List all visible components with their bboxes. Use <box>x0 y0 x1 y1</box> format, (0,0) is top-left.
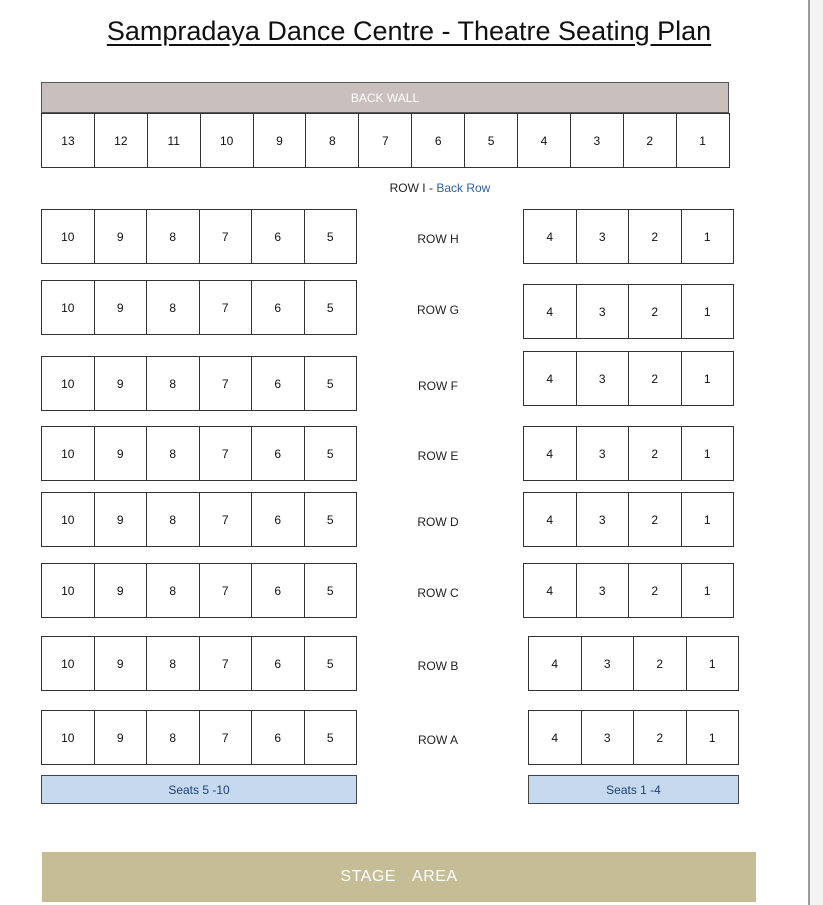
row-left-seats <box>41 710 357 765</box>
row-label: ROW H <box>417 232 459 246</box>
seat[interactable]: 5 <box>305 493 358 547</box>
seat[interactable]: 3 <box>577 493 630 547</box>
seat[interactable]: 7 <box>200 564 253 618</box>
seat[interactable]: 4 <box>524 564 577 618</box>
row-left-seats <box>41 492 357 547</box>
seat[interactable]: 9 <box>95 357 148 411</box>
row-label: ROW C <box>417 586 459 600</box>
seat[interactable]: 1 <box>682 210 735 264</box>
row-label: ROW D <box>417 515 459 529</box>
seat[interactable]: 10 <box>42 711 95 765</box>
seat[interactable]: 1 <box>687 637 740 691</box>
seat[interactable]: 3 <box>577 427 630 481</box>
seat[interactable]: 3 <box>577 285 630 339</box>
seat[interactable]: 4 <box>524 427 577 481</box>
seat[interactable]: 9 <box>95 427 148 481</box>
seat[interactable]: 8 <box>147 637 200 691</box>
seat[interactable]: 8 <box>147 711 200 765</box>
seat[interactable]: 10 <box>201 114 254 168</box>
seat[interactable]: 13 <box>42 114 95 168</box>
seat[interactable]: 8 <box>147 281 200 335</box>
seat[interactable]: 2 <box>629 493 682 547</box>
seat[interactable]: 11 <box>148 114 201 168</box>
seat[interactable]: 4 <box>529 711 582 765</box>
seat[interactable]: 7 <box>200 637 253 691</box>
seat[interactable]: 7 <box>359 114 412 168</box>
seat[interactable]: 4 <box>524 493 577 547</box>
row-left-seats <box>41 636 357 691</box>
seat[interactable]: 6 <box>252 711 305 765</box>
row-right-seats <box>523 563 734 618</box>
row-i-label <box>330 181 550 195</box>
seat[interactable]: 8 <box>147 493 200 547</box>
seat[interactable]: 6 <box>252 210 305 264</box>
row-i-seats <box>41 113 730 168</box>
seat[interactable]: 10 <box>42 564 95 618</box>
page-title: Sampradaya Dance Centre - Theatre Seating Plan <box>106 16 712 46</box>
row-left-seats <box>41 426 357 481</box>
seat[interactable]: 1 <box>687 711 740 765</box>
seat[interactable]: 8 <box>147 427 200 481</box>
seat[interactable]: 10 <box>42 357 95 411</box>
seat[interactable]: 1 <box>677 114 730 168</box>
seat[interactable]: 6 <box>252 493 305 547</box>
seat[interactable]: 8 <box>147 210 200 264</box>
stage-area: STAGE AREA <box>42 852 756 902</box>
row-right-seats <box>528 636 739 691</box>
seat[interactable]: 6 <box>252 637 305 691</box>
seat[interactable]: 2 <box>629 564 682 618</box>
row-left-seats <box>41 280 357 335</box>
seat[interactable]: 9 <box>95 637 148 691</box>
seat[interactable]: 10 <box>42 210 95 264</box>
seat[interactable]: 4 <box>524 285 577 339</box>
seat[interactable]: 4 <box>524 210 577 264</box>
seat[interactable]: 3 <box>571 114 624 168</box>
seat[interactable]: 8 <box>306 114 359 168</box>
seat[interactable]: 5 <box>305 637 358 691</box>
seat[interactable]: 4 <box>518 114 571 168</box>
seat[interactable]: 3 <box>577 210 630 264</box>
seat[interactable]: 7 <box>200 210 253 264</box>
seat[interactable]: 7 <box>200 357 253 411</box>
seat[interactable]: 7 <box>200 427 253 481</box>
seat[interactable]: 9 <box>95 281 148 335</box>
seat[interactable]: 8 <box>147 357 200 411</box>
seat[interactable]: 7 <box>200 493 253 547</box>
seat[interactable]: 3 <box>582 637 635 691</box>
seat[interactable]: 10 <box>42 281 95 335</box>
seat[interactable]: 10 <box>42 427 95 481</box>
seat[interactable]: 10 <box>42 493 95 547</box>
seat[interactable]: 2 <box>629 285 682 339</box>
seat[interactable]: 5 <box>305 210 358 264</box>
seat[interactable]: 4 <box>524 352 577 406</box>
row-left-seats <box>41 209 357 264</box>
seat[interactable]: 5 <box>305 427 358 481</box>
seat[interactable]: 9 <box>95 493 148 547</box>
seat[interactable]: 9 <box>254 114 307 168</box>
seat[interactable]: 2 <box>634 711 687 765</box>
row-right-seats <box>523 284 734 339</box>
seat[interactable]: 5 <box>465 114 518 168</box>
seat[interactable]: 4 <box>529 637 582 691</box>
row-label: ROW A <box>417 733 458 747</box>
seat[interactable]: 9 <box>95 711 148 765</box>
seat[interactable]: 2 <box>624 114 677 168</box>
seat[interactable]: 7 <box>200 711 253 765</box>
seat[interactable]: 2 <box>629 210 682 264</box>
seat[interactable]: 3 <box>577 564 630 618</box>
seat[interactable]: 1 <box>682 427 735 481</box>
row-right-seats <box>523 492 734 547</box>
page-edge <box>808 0 823 905</box>
seat[interactable]: 6 <box>252 357 305 411</box>
seat[interactable]: 9 <box>95 210 148 264</box>
seat[interactable]: 5 <box>305 281 358 335</box>
row-left-seats <box>41 563 357 618</box>
row-right-seats <box>528 710 739 765</box>
row-i-label-suffix: Back Row <box>436 181 491 195</box>
seat[interactable]: 9 <box>95 564 148 618</box>
seat[interactable]: 6 <box>252 281 305 335</box>
left-section-banner: Seats 5 -10 <box>41 775 357 804</box>
seat[interactable]: 7 <box>200 281 253 335</box>
right-section-banner: Seats 1 -4 <box>528 775 739 804</box>
seat[interactable]: 8 <box>147 564 200 618</box>
row-right-seats <box>523 209 734 264</box>
seat[interactable]: 3 <box>582 711 635 765</box>
row-right-seats <box>523 426 734 481</box>
seat[interactable]: 6 <box>252 564 305 618</box>
row-label: ROW E <box>417 449 459 463</box>
row-label: ROW B <box>417 659 459 673</box>
seat[interactable]: 5 <box>305 357 358 411</box>
seat[interactable]: 12 <box>95 114 148 168</box>
row-label: ROW F <box>418 379 458 393</box>
row-label: ROW G <box>417 303 459 317</box>
row-i-label-prefix: ROW I - <box>389 181 437 195</box>
seat[interactable]: 6 <box>252 427 305 481</box>
seat[interactable]: 1 <box>682 493 735 547</box>
seat[interactable]: 2 <box>629 352 682 406</box>
seat[interactable]: 2 <box>634 637 687 691</box>
seat[interactable]: 6 <box>412 114 465 168</box>
seat[interactable]: 5 <box>305 711 358 765</box>
seat[interactable]: 10 <box>42 637 95 691</box>
seat[interactable]: 1 <box>682 285 735 339</box>
row-left-seats <box>41 356 357 411</box>
row-right-seats <box>523 351 734 406</box>
seat[interactable]: 2 <box>629 427 682 481</box>
seat[interactable]: 1 <box>682 564 735 618</box>
seat[interactable]: 5 <box>305 564 358 618</box>
back-wall: BACK WALL <box>41 82 729 113</box>
seat[interactable]: 3 <box>577 352 630 406</box>
seat[interactable]: 1 <box>682 352 735 406</box>
